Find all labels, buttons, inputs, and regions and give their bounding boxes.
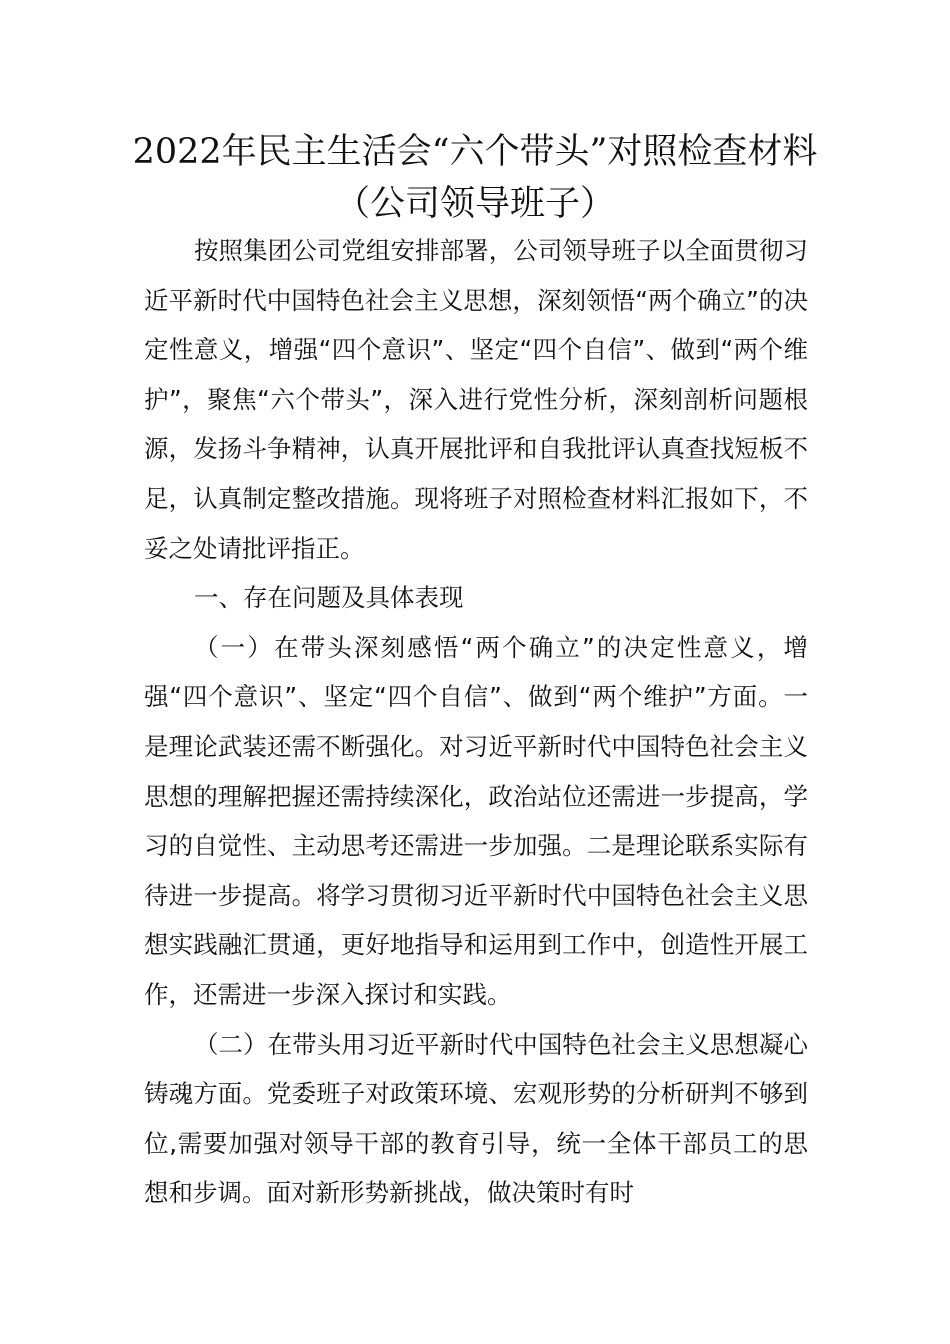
document-body	[144, 226, 808, 1218]
section-paragraph-1: （一）在带头深刻感悟“两个确立”的决定性意义，增强“四个意识”、坚定“四个自信”、做到“两个维护”方面。一是理论武装还需不断强化。对习近平新时代中国特色社会主义思想的理解把握还需持续深化，政治站位还需进一步提高，学习的自觉性、主动思考还需进一步加强。二是理论联系实际有待进一步提高。将学习贯彻习近平新时代中国特色社会主义思想实践融汇贯通，更好地指导和运用到工作中，创造性开展工作，还需进一步深入探讨和实践。	[144, 632, 808, 1009]
section-paragraph-2: （二）在带头用习近平新时代中国特色社会主义思想凝心铸魂方面。党委班子对政策环境、宏观形势的分析研判不够到位,需要加强对领导干部的教育引导，统一全体干部员工的思想和步调。面对新形势新挑战，做决策时有时	[144, 1029, 808, 1208]
section-heading: 一、存在问题及具体表现	[194, 583, 464, 613]
intro-paragraph: 按照集团公司党组安排部署，公司领导班子以全面贯彻习近平新时代中国特色社会主义思想，深刻领悟“两个确立”的决定性意义，增强“四个意识”、坚定“四个自信”、做到“两个维护”，聚焦“六个带头”，深入进行党性分析，深刻剖析问题根源，发扬斗争精神，认真开展批评和自我批评认真查找短板不足，认真制定整改措施。现将班子对照检查材料汇报如下，不妥之处请批评指正。	[144, 236, 808, 563]
document-title: 2022年民主生活会“六个带头”对照检查材料（公司领导班子）	[132, 132, 818, 224]
